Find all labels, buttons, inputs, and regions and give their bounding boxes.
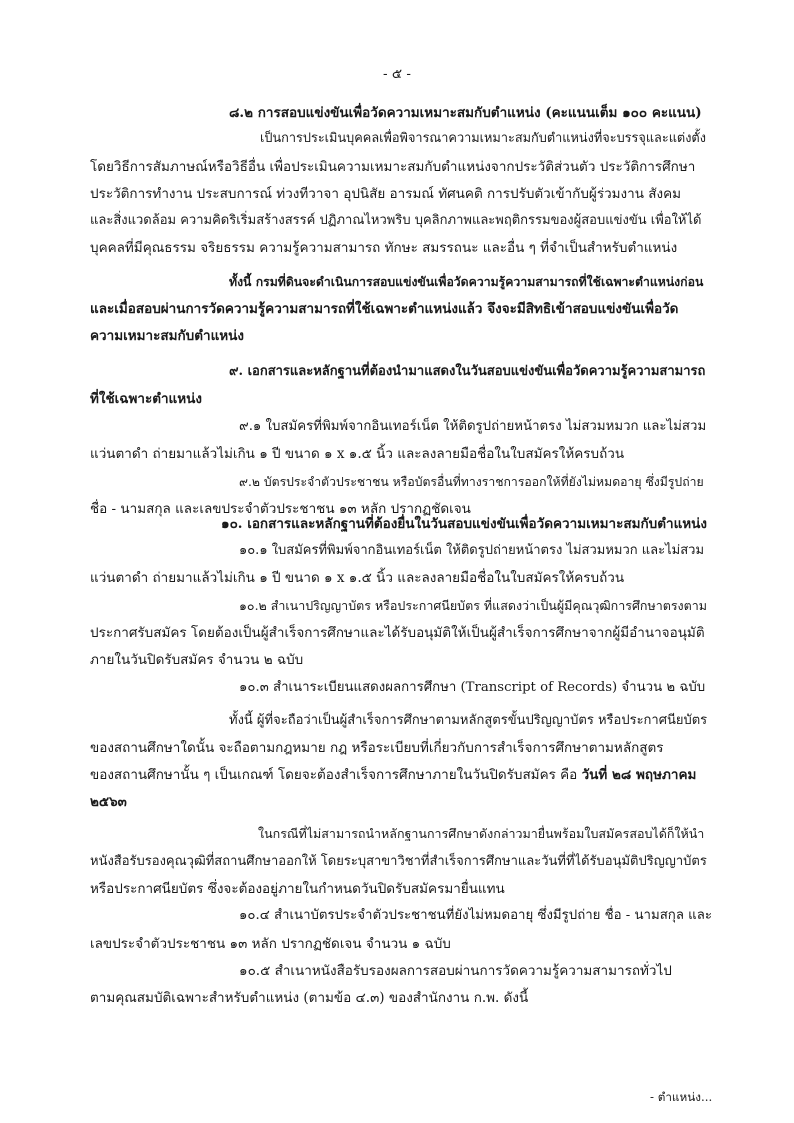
item-9-2: ๙.๒ บัตรประจำตัวประชาชน หรือบัตรอื่นที่ทางราชการออกให้ที่ยังไม่หมดอายุ ซึ่งมีรูปถ่าย (239, 475, 704, 489)
section-8-2-line: โดยวิธีการสัมภาษณ์หรือวิธีอื่น เพื่อประเมินความเหมาะสมกับตำแหน่งจากประวัติส่วนตัว ประวัติการศึกษา (90, 159, 696, 175)
item-10-2: ประกาศรับสมัคร โดยต้องเป็นผู้สำเร็จการศึกษาและได้รับอนุมัติให้เป็นผู้สำเร็จการศึกษาจากผู้มีอำนาจอนุมัติ (90, 625, 705, 641)
section-8-2-line: ประวัติการทำงาน ประสบการณ์ ท่วงทีวาจา อุปนิสัย อารมณ์ ทัศนคติ การปรับตัวเข้ากับผู้ร่วมงาน สังคม (90, 186, 682, 202)
item-10-3: ๑๐.๓ สำเนาระเบียนแสดงผลการศึกษา (Transcript of Records) จำนวน ๒ ฉบับ (239, 680, 706, 695)
graduation-note-line (90, 765, 696, 785)
item-9-1: ๙.๑ ใบสมัครที่พิมพ์จากอินเทอร์เน็ต ให้ติดรูปถ่ายหน้าตรง ไม่สวมหมวก และไม่สวม (239, 419, 707, 434)
section-9-heading: ๙. เอกสารและหลักฐานที่ต้องนำมาแสดงในวันสอบแข่งขันเพื่อวัดความรู้ความสามารถ (229, 364, 706, 379)
item-10-4: เลขประจำตัวประชาชน ๑๓ หลัก ปรากฏชัดเจน จำนวน ๑ ฉบับ (90, 936, 451, 952)
section-8-2-line: เป็นการประเมินบุคคลเพื่อพิจารณาความเหมาะสมกับตำแหน่งที่จะบรรจุและแต่งตั้ง (260, 131, 706, 146)
item-10-2: ภายในวันปิดรับสมัคร จำนวน ๒ ฉบับ (90, 652, 304, 668)
graduation-note-text: ของสถานศึกษานั้น ๆ เป็นเกณฑ์ โดยจะต้องสำเร็จการศึกษาภายในวันปิดรับสมัคร คือ (90, 767, 582, 783)
notice-line: ความเหมาะสมกับตำแหน่ง (90, 328, 244, 344)
item-10-4: ๑๐.๔ สำเนาบัตรประจำตัวประชาชนที่ยังไม่หมดอายุ ซึ่งมีรูปถ่าย ชื่อ - นามสกุล และ (239, 908, 712, 923)
notice-line: ทั้งนี้ กรมที่ดินจะดำเนินการสอบแข่งขันเพื่อวัดความรู้ความสามารถที่ใช้เฉพาะตำแหน่งก่อน (229, 274, 704, 289)
graduation-note-line: ของสถานศึกษาใดนั้น จะถือตามกฎหมาย กฎ หรือระเบียบที่เกี่ยวกับการสำเร็จการศึกษาตามหลักสูตร (90, 740, 664, 756)
item-10-1: แว่นตาดำ ถ่ายมาแล้วไม่เกิน ๑ ปี ขนาด ๑ x ๑.๕ นิ้ว และลงลายมือชื่อในใบสมัครให้ครบถ้วน (90, 570, 625, 586)
section-8-2-heading: ๘.๒ การสอบแข่งขันเพื่อวัดความเหมาะสมกับตำแหน่ง (คะแนนเต็ม ๑๐๐ คะแนน) (229, 105, 702, 121)
item-9-2: ชื่อ - นามสกุล และเลขประจำตัวประชาชน ๑๓ หลัก ปรากฏชัดเจน (90, 501, 471, 517)
page-number: - ๕ - (383, 66, 411, 82)
continuation-marker: - ตำแหน่ง... (650, 1090, 713, 1104)
item-9-1: แว่นตาดำ ถ่ายมาแล้วไม่เกิน ๑ ปี ขนาด ๑ x ๑.๕ นิ้ว และลงลายมือชื่อในใบสมัครให้ครบถ้วน (90, 446, 625, 462)
section-8-2-line: บุคคลที่มีคุณธรรม จริยธรรม ความรู้ความสามารถ ทักษะ สมรรถนะ และอื่น ๆ ที่จำเป็นสำหรับตำแหน่ง (90, 240, 678, 256)
graduation-note-line: ทั้งนี้ ผู้ที่จะถือว่าเป็นผู้สำเร็จการศึกษาตามหลักสูตรขั้นปริญญาบัตร หรือประกาศนียบัตร (229, 713, 708, 728)
certificate-note-line: หรือประกาศนียบัตร ซึ่งจะต้องอยู่ภายในกำหนดวันปิดรับสมัครมายื่นแทน (90, 881, 505, 897)
graduation-deadline-date: วันที่ ๒๘ พฤษภาคม (581, 767, 697, 783)
notice-line: และเมื่อสอบผ่านการวัดความรู้ความสามารถที่ใช้เฉพาะตำแหน่งแล้ว จึงจะมีสิทธิเข้าสอบแข่งขันเพื่อวัด (90, 301, 679, 317)
section-9-heading: ที่ใช้เฉพาะตำแหน่ง (90, 391, 202, 407)
section-10-heading: ๑๐. เอกสารและหลักฐานที่ต้องยื่นในวันสอบแข่งขันเพื่อวัดความเหมาะสมกับตำแหน่ง (221, 516, 707, 532)
item-10-5: ตามคุณสมบัติเฉพาะสำหรับตำแหน่ง (ตามข้อ ๔.๓) ของสำนักงาน ก.พ. ดังนี้ (90, 990, 529, 1006)
section-8-2-line: และสิ่งแวดล้อม ความคิดริเริ่มสร้างสรรค์ ปฏิภาณไหวพริบ บุคลิกภาพและพฤติกรรมของผู้สอบแข่งขัน เพื่อให้ได้ (90, 213, 702, 228)
certificate-note-line: หนังสือรับรองคุณวุฒิที่สถานศึกษาออกให้ โดยระบุสาขาวิชาที่สำเร็จการศึกษาและวันที่ที่ได้รับอนุมัติปริญญาบัตร (90, 854, 707, 869)
item-10-5: ๑๐.๕ สำเนาหนังสือรับรองผลการสอบผ่านการวัดความรู้ความสามารถทั่วไป (239, 963, 672, 979)
graduation-deadline-year: ๒๕๖๓ (90, 794, 127, 810)
item-10-1: ๑๐.๑ ใบสมัครที่พิมพ์จากอินเทอร์เน็ต ให้ติดรูปถ่ายหน้าตรง ไม่สวมหมวก และไม่สวม (239, 543, 705, 558)
certificate-note-line: ในกรณีที่ไม่สามารถนำหลักฐานการศึกษาดังกล่าวมายื่นพร้อมใบสมัครสอบได้ก็ให้นำ (258, 826, 705, 841)
item-10-2: ๑๐.๒ สำเนาปริญญาบัตร หรือประกาศนียบัตร ที่แสดงว่าเป็นผู้มีคุณวุฒิการศึกษาตรงตาม (239, 598, 708, 613)
